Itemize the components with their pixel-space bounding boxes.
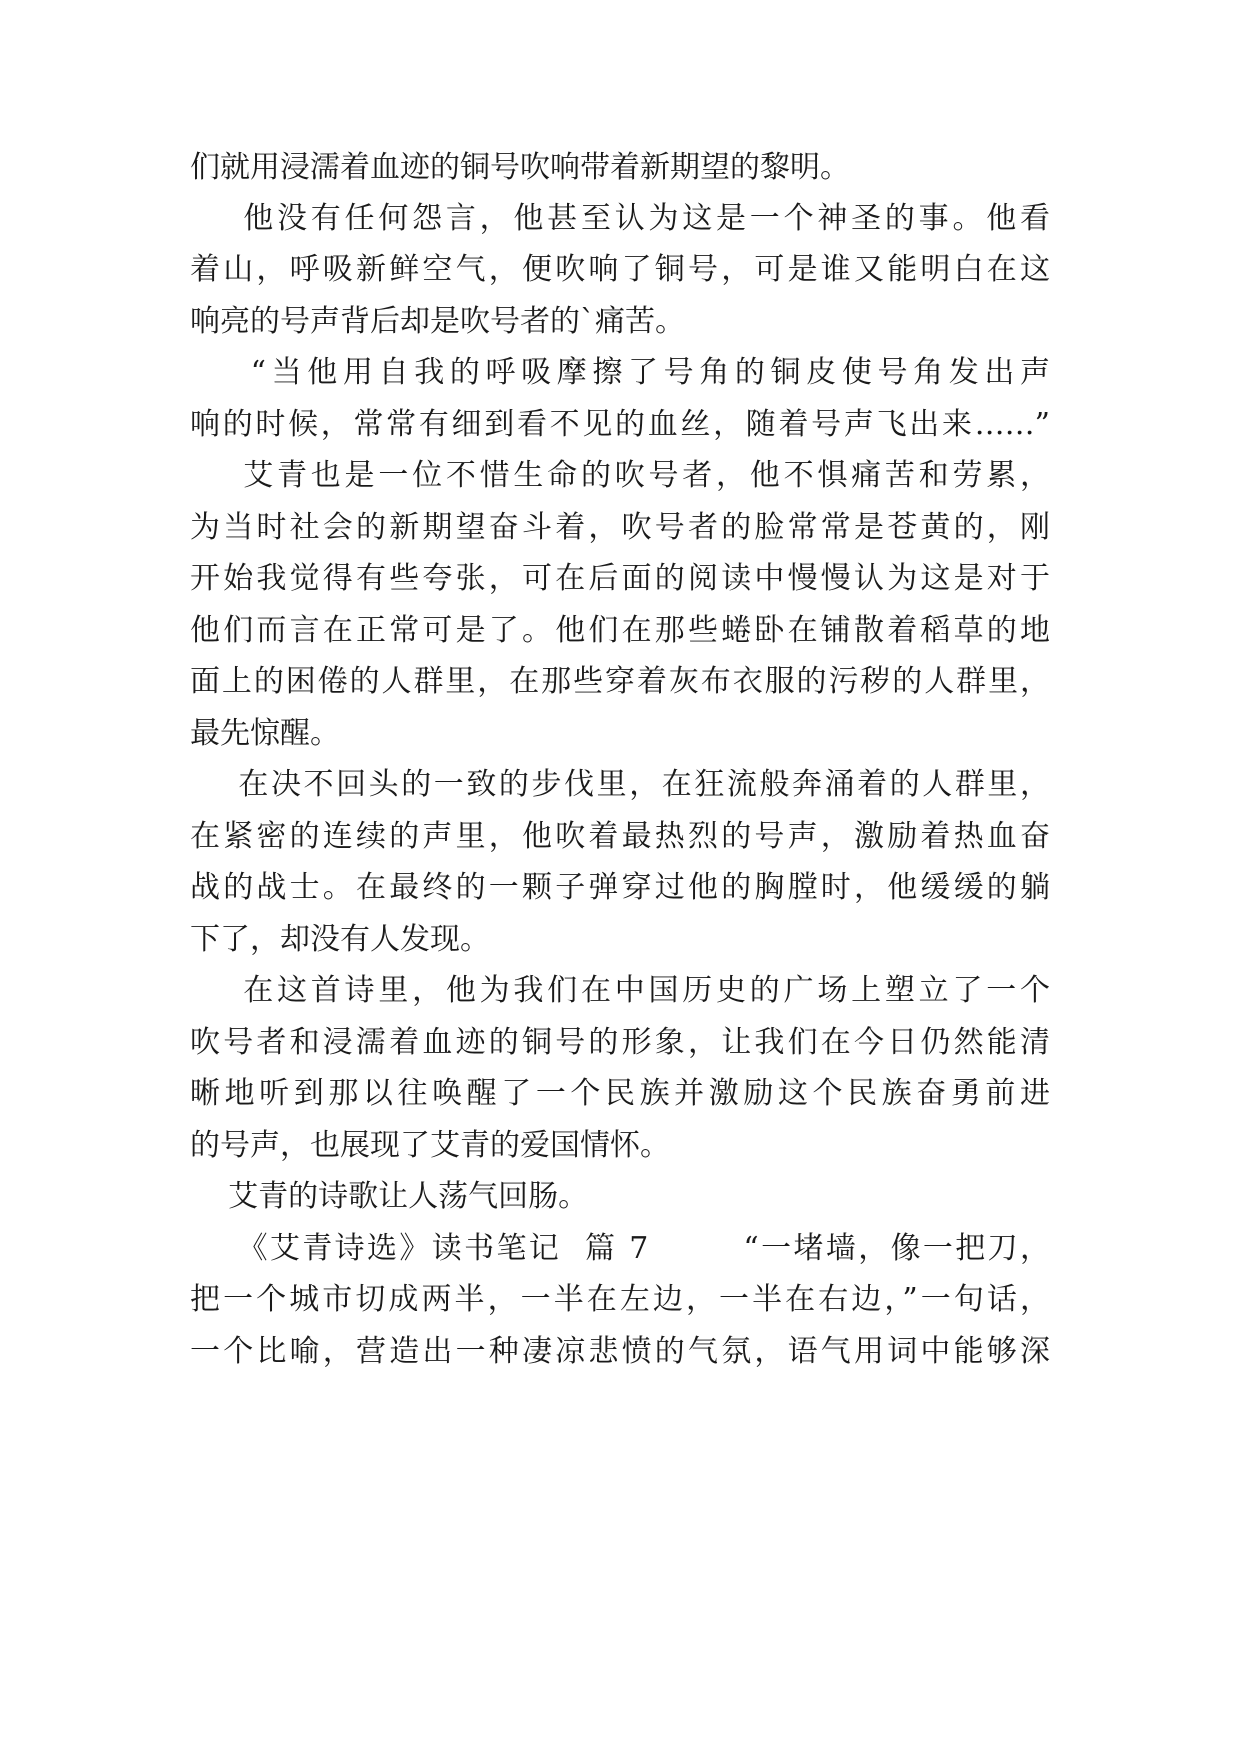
- text-line: 他没有任何怨言，他甚至认为这是一个神圣的事。他看: [190, 201, 1050, 236]
- text-line: 们就用浸濡着血迹的铜号吹响带着新期望的黎明。: [190, 150, 850, 185]
- text-line: 着山，呼吸新鲜空气，便吹响了铜号，可是谁又能明白在这: [190, 252, 1050, 287]
- text-line: 一个比喻，营造出一种凄凉悲愤的气氛，语气用词中能够深: [190, 1334, 1050, 1369]
- text-line: “当他用自我的呼吸摩擦了号角的铜皮使号角发出声: [190, 355, 1050, 390]
- text-line: 为当时社会的新期望奋斗着，吹号者的脸常常是苍黄的，刚: [190, 510, 1050, 545]
- text-line: 最先惊醒。: [190, 716, 340, 751]
- text-line: 响的时候，常常有细到看不见的血丝，随着号声飞出来……”: [190, 407, 1050, 442]
- text-line: 《艾青诗选》读书笔记 篇 7 “一堵墙，像一把刀，: [190, 1231, 1050, 1266]
- text-line: 在决不回头的一致的步伐里，在狂流般奔涌着的人群里，: [190, 767, 1050, 802]
- text-line: 在紧密的连续的声里，他吹着最热烈的号声，激励着热血奋: [190, 819, 1050, 854]
- text-line: 他们而言在正常可是了。他们在那些蜷卧在铺散着稻草的地: [190, 613, 1050, 648]
- text-line: 艾青也是一位不惜生命的吹号者，他不惧痛苦和劳累，: [190, 458, 1050, 493]
- text-line: 在这首诗里，他为我们在中国历史的广场上塑立了一个: [190, 973, 1050, 1008]
- text-line: 艾青的诗歌让人荡气回肠。: [190, 1179, 589, 1214]
- text-line: 的号声，也展现了艾青的爱国情怀。: [190, 1128, 670, 1163]
- text-line: 晰地听到那以往唤醒了一个民族并激励这个民族奋勇前进: [190, 1076, 1050, 1111]
- text-line: 战的战士。在最终的一颗子弹穿过他的胸膛时，他缓缓的躺: [190, 870, 1050, 905]
- text-line: 响亮的号声背后却是吹号者的`痛苦。: [190, 304, 685, 339]
- text-line: 下了，却没有人发现。: [190, 922, 490, 957]
- text-line: 把一个城市切成两半，一半在左边，一半在右边，”一句话，: [190, 1282, 1050, 1317]
- text-line: 开始我觉得有些夸张，可在后面的阅读中慢慢认为这是对于: [190, 561, 1050, 596]
- text-line: 吹号者和浸濡着血迹的铜号的形象，让我们在今日仍然能清: [190, 1025, 1050, 1060]
- text-line: 面上的困倦的人群里，在那些穿着灰布衣服的污秽的人群里，: [190, 664, 1050, 699]
